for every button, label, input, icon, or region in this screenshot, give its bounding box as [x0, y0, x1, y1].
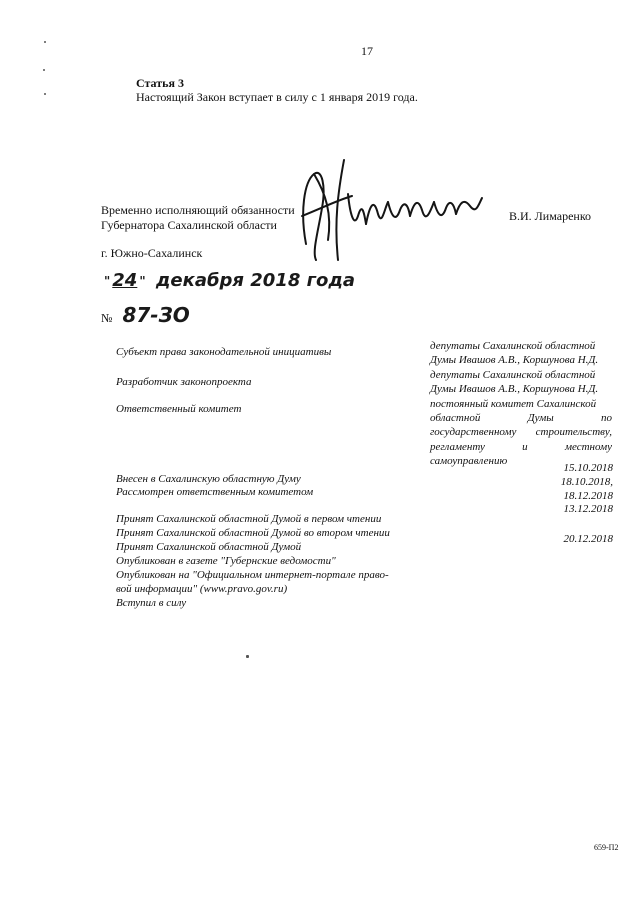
label-published-portal-line2: вой информации" (www.pravo.gov.ru) [116, 583, 288, 595]
label-reviewed: Рассмотрен ответственным комитетом [116, 486, 314, 498]
committee-value-line: государственному строительству, [430, 426, 612, 439]
scan-speck [43, 69, 45, 71]
committee-value-line: самоуправлению [430, 455, 508, 468]
footer-code: 659-П2 [594, 843, 619, 852]
label-entered-into-force: Вступил в силу [116, 597, 187, 609]
date-adopted: 20.12.2018 [563, 533, 613, 545]
subject-value-line: депутаты Сахалинской областной [430, 340, 596, 352]
signatory-position-line2: Губернатора Сахалинской области [101, 218, 277, 232]
signature-text: Лимаренко [352, 222, 357, 223]
date-reviewed-2: 18.12.2018 [563, 490, 613, 502]
label-developer: Разработчик законопроекта [116, 376, 252, 388]
signing-date [104, 268, 355, 294]
label-responsible-committee: Ответственный комитет [116, 403, 242, 415]
signatory-position-line1: Временно исполняющий обязанности [101, 203, 295, 217]
date-month-year: декабря 2018 года [155, 270, 356, 291]
signature-image [292, 152, 492, 267]
label-published-portal-line1: Опубликован на "Официальном интернет-портале право- [116, 569, 389, 581]
label-introduced: Внесен в Сахалинскую областную Думу [116, 473, 301, 485]
scan-speck [246, 655, 249, 658]
signatory-name: В.И. Лимаренко [509, 209, 592, 223]
date-first-reading: 13.12.2018 [563, 503, 613, 515]
date-quote-open: " [104, 274, 111, 288]
committee-value-line: областной Думы по [430, 412, 612, 425]
meta-values-block [430, 339, 612, 469]
date-quote-close: " [139, 274, 146, 288]
date-introduced: 15.10.2018 [563, 462, 613, 474]
label-adopted: Принят Сахалинской областной Думой [116, 541, 302, 553]
label-published-gazette: Опубликован в газете "Губернские ведомости" [116, 555, 336, 567]
committee-value-line: регламенту и местному [430, 440, 612, 453]
law-number-value: 87-ЗО [122, 303, 190, 327]
developer-value-line: депутаты Сахалинской областной [430, 368, 596, 381]
place-of-signing: г. Южно-Сахалинск [101, 246, 203, 260]
developer-value-line: Думы Ивашов А.В., Коршунова Н.Д. [430, 383, 599, 396]
law-number-prefix: № [101, 311, 113, 325]
scan-speck [44, 93, 46, 95]
scan-speck [44, 41, 46, 43]
article-heading: Статья 3 [136, 76, 184, 90]
label-first-reading: Принят Сахалинской областной Думой в первом чтении [116, 513, 382, 525]
date-reviewed-1: 18.10.2018, [560, 476, 613, 488]
label-initiative-subject: Субъект права законодательной инициативы [116, 346, 332, 358]
page-number: 17 [361, 44, 373, 58]
committee-value-line: постоянный комитет Сахалинской [430, 397, 597, 410]
date-day: 24 [112, 270, 138, 291]
law-number [101, 303, 190, 327]
article-text: Настоящий Закон вступает в силу с 1 января 2019 года. [136, 90, 418, 104]
label-second-reading: Принят Сахалинской областной Думой во втором чтении [116, 527, 390, 539]
subject-value-line: Думы Ивашов А.В., Коршунова Н.Д. [430, 354, 599, 367]
